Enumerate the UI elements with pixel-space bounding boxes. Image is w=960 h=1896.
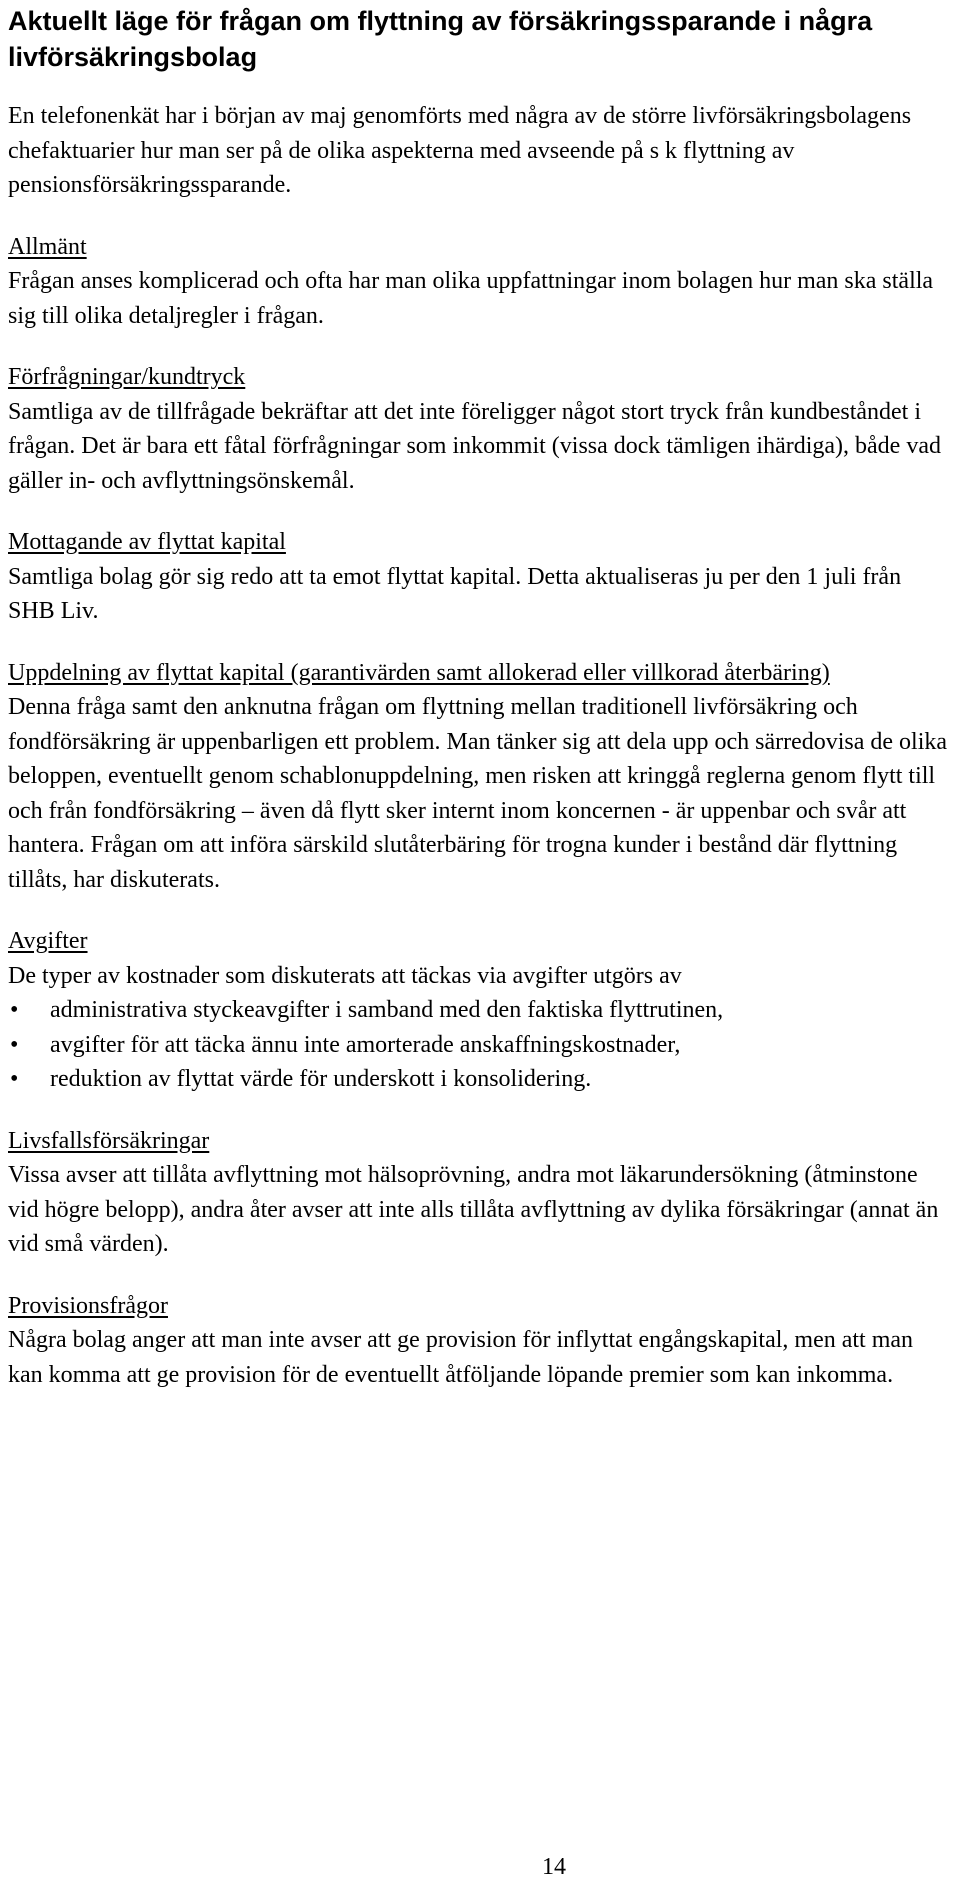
list-item-text: reduktion av flyttat värde för underskott i konsolidering.	[50, 1066, 592, 1092]
list-item	[8, 1062, 952, 1097]
section-heading: Avgifter	[8, 928, 88, 954]
section-heading: Mottagande av flyttat kapital	[8, 529, 286, 555]
section-paragraph: Några bolag anger att man inte avser att ge provision för inflyttat engångskapital, men att man kan komma att ge provision för de eventuellt åtföljande löpande premier som kan inkomma.	[8, 1327, 914, 1388]
section-forfragningar	[8, 360, 952, 498]
list-item	[8, 993, 952, 1028]
section-heading: Förfrågningar/kundtryck	[8, 364, 246, 390]
section-uppdelning	[8, 656, 952, 898]
section-paragraph: Samtliga av de tillfrågade bekräftar att det inte föreligger något stort tryck från kundbeståndet i frågan. Det är bara ett fåtal förfrågningar som inkommit (vissa dock tämligen ihärdiga), både vad gäller in- och avflyttningsönskemål.	[8, 398, 941, 494]
section-heading: Uppdelning av flyttat kapital (garantivärden samt allokerad eller villkorad återbäring)	[8, 659, 830, 686]
section-heading: Allmänt	[8, 233, 87, 260]
section-paragraph: Samtliga bolag gör sig redo att ta emot flyttat kapital. Detta aktualiseras ju per den 1 juli från SHB Liv.	[8, 563, 902, 624]
section-provision	[8, 1289, 952, 1393]
list-item-text: avgifter för att täcka ännu inte amorterade anskaffningskostnader,	[50, 1031, 681, 1058]
list-item-text: administrativa styckeavgifter i samband med den faktiska flyttrutinen,	[50, 997, 724, 1023]
document-title: Aktuellt läge för frågan om flyttning av försäkringssparande i några livförsäkringsbolag	[8, 6, 873, 72]
bullet-icon: •	[10, 1031, 19, 1058]
intro-paragraph: En telefonenkät har i början av maj genomförts med några av de större livförsäkringsbolagens chefaktuarier hur man ser på de olika aspekterna med avseende på s k flyttning av pensionsförsäkringssparande.	[8, 103, 912, 198]
section-paragraph: De typer av kostnader som diskuterats att täckas via avgifter utgörs av	[8, 962, 682, 989]
section-allmant	[8, 230, 952, 334]
bullet-icon: •	[10, 1066, 19, 1092]
section-paragraph: Denna fråga samt den anknutna frågan om flyttning mellan traditionell livförsäkring och fondförsäkring är uppenbarligen ett problem. Man tänker sig att dela upp och särredovisa de olika beloppen, eventuellt genom schablonuppdelning, men risken att kringgå reglerna genom flytt till och från fondförsäkring – även då flytt sker internt inom koncernen - är uppenbar och svår att hantera. Frågan om att införa särskild slutåterbäring för trogna kunder i bestånd där flyttning tillåts, har diskuterats.	[8, 694, 948, 893]
section-livsfall	[8, 1124, 952, 1262]
section-avgifter	[8, 924, 952, 1097]
list-item	[8, 1028, 952, 1063]
section-paragraph: Vissa avser att tillåta avflyttning mot hälsoprövning, andra mot läkarundersökning (åtminstone vid högre belopp), andra åter avser att inte alls tillåta avflyttning av dylika försäkringar (annat än vid små värden).	[8, 1162, 939, 1257]
section-paragraph: Frågan anses komplicerad och ofta har man olika uppfattningar inom bolagen hur man ska ställa sig till olika detaljregler i frågan.	[8, 268, 934, 329]
section-heading: Provisionsfrågor	[8, 1292, 168, 1319]
section-mottagande	[8, 525, 952, 629]
bullet-icon: •	[10, 997, 19, 1023]
document-content	[8, 0, 952, 1392]
bullet-list	[8, 993, 952, 1097]
page-number: 14	[542, 1854, 566, 1880]
section-heading: Livsfallsförsäkringar	[8, 1127, 210, 1154]
